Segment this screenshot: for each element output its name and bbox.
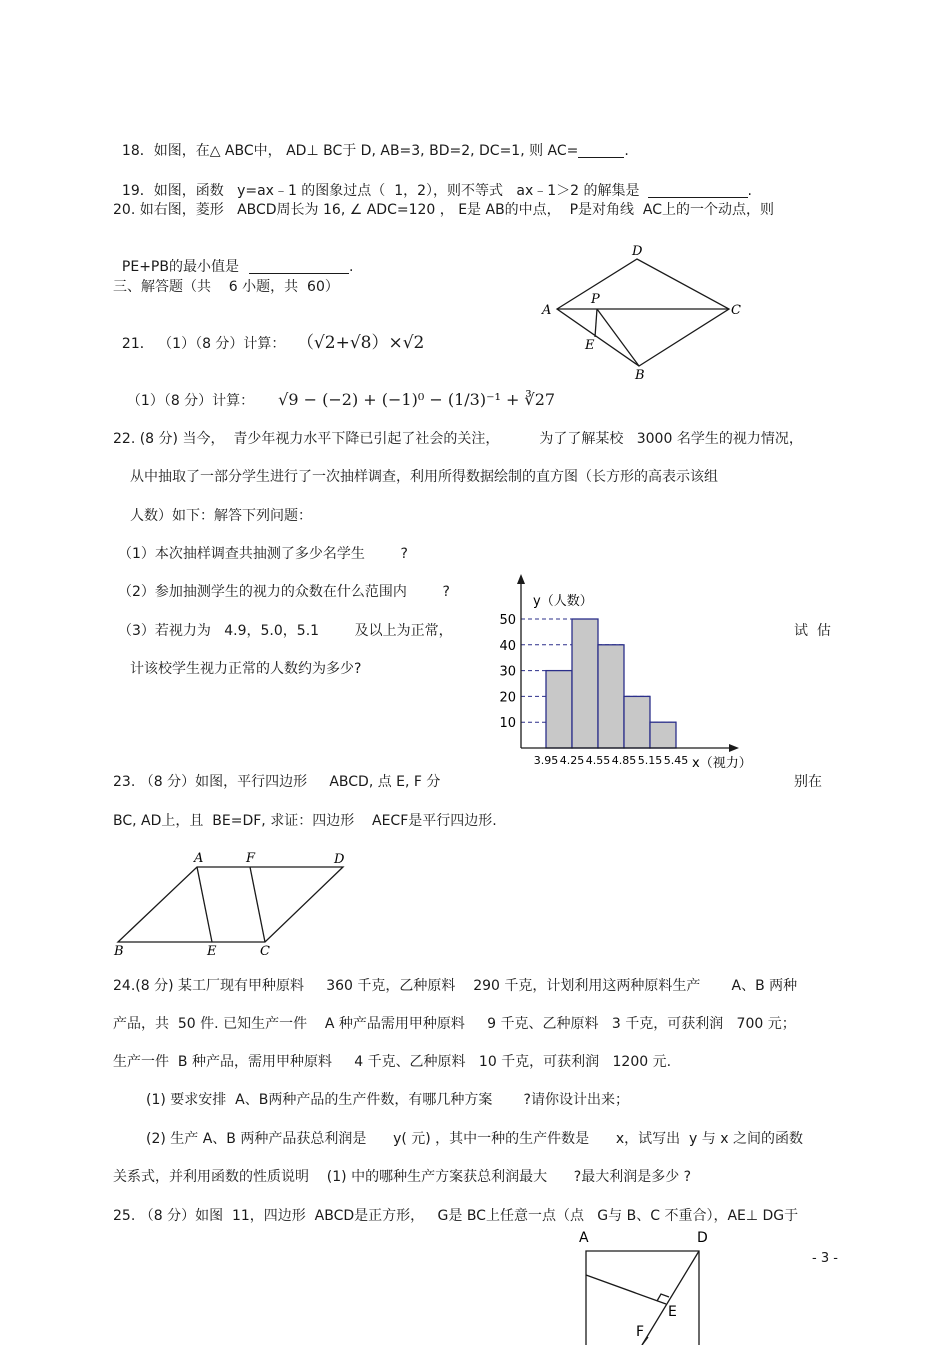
question-22-sub3-cont: 计该校学生视力正常的人数约为多少? (130, 661, 362, 677)
para-label-c: C (260, 944, 270, 959)
square-label-a: A (579, 1230, 589, 1246)
question-22-sub3: （3）若视力为 4.9，5.0，5.1 及以上为正常， (118, 623, 453, 639)
question-24-line1: 24.(8 分) 某工厂现有甲种原料 360 千克，乙种原料 290 千克，计划利用这两种原料生产 A、B 两种 (113, 978, 798, 994)
para-label-e: E (207, 944, 217, 959)
rhombus-label-e: E (585, 338, 595, 353)
y-tick-label: 50 (499, 613, 516, 628)
rhombus-figure (540, 242, 740, 382)
question-25-line1: 25. （8 分）如图 11，四边形 ABCD是正方形， G是 BC上任意一点（点 G与 B、C 不重合），AE⊥ DG于 (113, 1208, 799, 1224)
rhombus-label-p: P (591, 292, 600, 307)
question-21-part1 (113, 316, 424, 353)
question-22-line1: 22. (8 分) 当今， 青少年视力水平下降已引起了社会的关注， 为了了解某校 3000 名学生的视力情况， (113, 431, 803, 447)
q19-answer-blank (648, 183, 748, 198)
question-22-line3: 人数）如下：解答下列问题： (130, 508, 312, 524)
q21-part2-expression: √9 − (−2) + (−1)⁰ − (1/3)⁻¹ + ∛27 (278, 390, 556, 409)
rhombus-label-c: C (731, 303, 741, 318)
para-label-f: F (246, 851, 256, 866)
question-22-sub1: （1）本次抽样调查共抽测了多少名学生 ? (118, 546, 408, 562)
question-24-line2: 产品，共 50 件. 已知生产一件 A 种产品需用甲种原料 9 千克、乙种原料 3 千克，可获利润 700 元； (113, 1016, 796, 1032)
q20-answer-blank (249, 259, 349, 274)
y-axis-arrow (517, 574, 525, 584)
y-tick-label: 20 (499, 690, 516, 706)
q21-part1-expression: （√2+√8）×√2 (305, 333, 425, 353)
q19-text: 19．如图，函数 y=ax﹣1 的图象过点（ 1，2），则不等式 ax﹣1＞2 的解集是 (121, 183, 640, 199)
histogram-bar (546, 671, 572, 748)
q18-end: . (624, 143, 629, 159)
y-axis-label: y（人数） (533, 594, 593, 609)
question-20-line2 (113, 240, 353, 276)
y-tick-label: 40 (499, 638, 516, 654)
x-axis-label: x（视力） (692, 756, 752, 771)
histogram-bar (572, 619, 598, 748)
square-label-e: E (668, 1304, 677, 1320)
histogram-bar (598, 645, 624, 748)
rhombus-label-b: B (635, 368, 645, 383)
q21-part2-label: （1）（8 分）计算： (126, 393, 255, 409)
q18-answer-blank (578, 143, 624, 158)
x-tick-label: 5.15 (637, 754, 663, 767)
x-tick-label: 5.45 (663, 754, 689, 767)
rhombus-label-d: D (632, 244, 643, 259)
page-number: - 3 - (812, 1251, 838, 1266)
question-18 (113, 124, 629, 160)
vision-histogram (490, 570, 770, 775)
question-22-line2: 从中抽取了一部分学生进行了一次抽样调查，利用所得数据绘制的直方图（长方形的高表示该组 (130, 469, 718, 485)
q20-text: PE+PB的最小值是 (121, 259, 239, 275)
q21-part1-label: 21． （1）（8 分）计算： (121, 336, 286, 352)
question-21-part2 (118, 373, 555, 410)
y-tick-label: 30 (499, 664, 516, 680)
question-24-line3: 生产一件 B 种产品，需用甲种原料 4 千克、乙种原料 10 千克，可获利润 1200 元. (113, 1054, 672, 1070)
x-tick-label: 4.85 (611, 754, 637, 767)
para-label-b: B (114, 944, 124, 959)
question-20-line1: 20. 如右图，菱形 ABCD周长为 16, ∠ ADC=120 ， E是 AB的中点， P是对角线 AC上的一个动点，则 (113, 202, 775, 218)
x-tick-label: 3.95 (533, 754, 559, 767)
question-23-line1-right: 别在 (794, 774, 822, 790)
para-label-a: A (194, 851, 204, 866)
x-axis-arrow (729, 744, 739, 752)
question-22-sub2: （2）参加抽测学生的视力的众数在什么范围内 ? (118, 584, 450, 600)
question-19 (113, 164, 752, 200)
x-tick-label: 4.25 (559, 754, 585, 767)
q18-text: 18．如图，在△ ABC中， AD⊥ BC于 D, AB=3, BD=2, DC=1, 则 AC= (121, 143, 579, 159)
square-label-d: D (697, 1230, 708, 1246)
question-22-sub3-right: 试 估 (794, 623, 831, 639)
y-tick-label: 10 (499, 716, 516, 732)
para-label-d: D (334, 852, 345, 867)
parallelogram-figure (110, 846, 360, 961)
question-24-sub2: (2) 生产 A、B 两种产品获总利润是 y( 元) ，其中一种的生产件数是 x，试写出 y 与 x 之间的函数 (146, 1131, 803, 1147)
question-24-sub1: (1) 要求安排 A、B两种产品的生产件数，有哪几种方案 ?请你设计出来； (146, 1092, 629, 1108)
square-label-f: F (636, 1324, 645, 1340)
q20-end: . (348, 259, 354, 275)
histogram-bar (650, 722, 676, 748)
rhombus-label-a: A (542, 303, 552, 318)
histogram-bar (624, 696, 650, 748)
question-23-line1: 23. （8 分）如图，平行四边形 ABCD, 点 E, F 分 (113, 774, 441, 790)
question-24-sub3: 关系式，并利用函数的性质说明 (1) 中的哪种生产方案获总利润最大 ?最大利润是多少 ? (113, 1169, 692, 1185)
q19-end: . (747, 183, 752, 199)
square-figure (570, 1225, 730, 1345)
x-tick-label: 4.55 (585, 754, 611, 767)
question-23-line2: BC, AD上，且 BE=DF, 求证：四边形 AECF是平行四边形. (113, 813, 497, 829)
section-heading: 三、解答题（共 6 小题，共 60） (113, 279, 339, 295)
